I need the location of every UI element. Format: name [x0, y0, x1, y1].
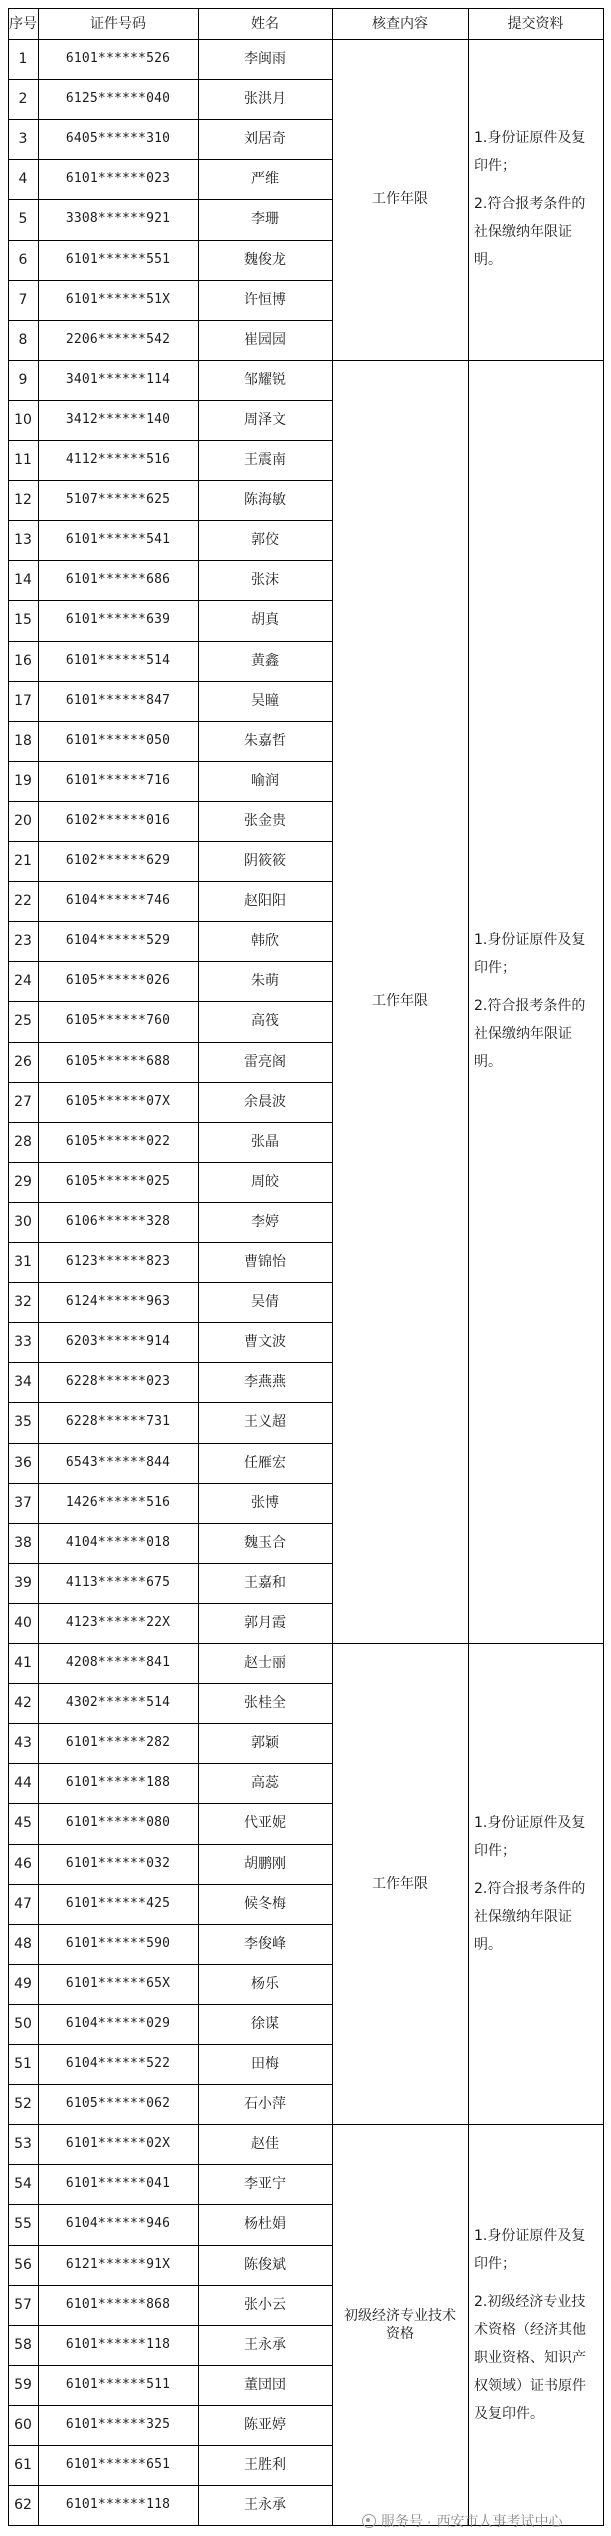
id-number-cell: 6101******118	[65, 2497, 171, 2513]
id-number-cell: 6101******551	[65, 251, 171, 267]
grid-line	[8, 2245, 332, 2246]
id-number-cell: 6101******590	[65, 1935, 171, 1951]
name-cell: 张晶	[251, 1133, 279, 1150]
name-cell: 许恒博	[244, 291, 286, 308]
col-check-item-header: 核查内容	[372, 15, 428, 32]
id-number-cell: 6101******032	[65, 1855, 171, 1871]
seq-cell: 2	[18, 91, 28, 108]
name-cell: 赵阳阳	[244, 893, 286, 910]
grid-line	[8, 961, 332, 962]
grid-line	[38, 8, 39, 2526]
name-cell: 朱嘉哲	[244, 732, 286, 749]
grid-line	[8, 1763, 332, 1764]
material-item: 2.初级经济专业技术资格（经济其他职业资格、知识产权领域）证书原件及复印件。	[474, 2293, 586, 2422]
name-cell: 王永承	[244, 2497, 286, 2514]
name-cell: 王永承	[244, 2336, 286, 2353]
grid-line	[8, 841, 332, 842]
seq-cell: 40	[14, 1614, 32, 1631]
seq-cell: 54	[14, 2176, 32, 2193]
name-cell: 杨乐	[251, 1975, 279, 1992]
name-cell: 余晨波	[244, 1093, 286, 1110]
name-cell: 代亚妮	[244, 1815, 286, 1832]
name-cell: 魏俊龙	[244, 251, 286, 268]
seq-cell: 7	[18, 291, 28, 308]
id-number-cell: 6105******022	[65, 1133, 171, 1149]
seq-cell: 20	[14, 812, 32, 829]
id-number-cell: 3412******140	[65, 411, 171, 427]
seq-cell: 57	[14, 2296, 32, 2313]
name-cell: 李亚宁	[244, 2176, 286, 2193]
id-number-cell: 6105******688	[65, 1053, 171, 1069]
name-cell: 徐谋	[251, 2015, 279, 2032]
grid-line	[8, 1082, 332, 1083]
check-item-cell: 工作年限	[372, 191, 428, 208]
grid-line	[8, 1723, 332, 1724]
check-item-cell: 工作年限	[372, 1875, 428, 1892]
id-number-cell: 6105******07X	[65, 1093, 171, 1109]
id-number-cell: 2206******542	[65, 331, 171, 347]
name-cell: 李俊峰	[244, 1935, 286, 1952]
grid-line	[8, 480, 332, 481]
seq-cell: 12	[14, 492, 32, 509]
material-item: 1.身份证原件及复印件；	[474, 932, 586, 977]
col-seq-header: 序号	[9, 15, 37, 32]
name-cell: 邹耀锐	[244, 371, 286, 388]
materials-cell	[468, 39, 603, 360]
name-cell: 李燕燕	[244, 1374, 286, 1391]
name-cell: 陈俊斌	[244, 2256, 286, 2273]
name-cell: 吴倩	[251, 1294, 279, 1311]
seq-cell: 26	[14, 1053, 32, 1070]
seq-cell: 50	[14, 2015, 32, 2032]
seq-cell: 35	[14, 1414, 32, 1431]
seq-cell: 39	[14, 1574, 32, 1591]
seq-cell: 6	[18, 251, 28, 268]
id-number-cell: 6101******050	[65, 732, 171, 748]
grid-line	[8, 1001, 332, 1002]
id-number-cell: 6105******026	[65, 973, 171, 989]
name-cell: 王胜利	[244, 2457, 286, 2474]
id-number-cell: 4113******675	[65, 1574, 171, 1590]
seq-cell: 27	[14, 1093, 32, 1110]
name-cell: 崔园园	[244, 331, 286, 348]
grid-line	[8, 1202, 332, 1203]
grid-line	[8, 921, 332, 922]
grid-line	[8, 2164, 332, 2165]
check-item-cell: 初级经济专业技术资格	[344, 2307, 456, 2342]
id-number-cell: 6104******746	[65, 893, 171, 909]
seq-cell: 55	[14, 2216, 32, 2233]
name-cell: 杨杜娟	[244, 2216, 286, 2233]
seq-cell: 4	[18, 171, 28, 188]
materials-cell	[468, 2124, 603, 2525]
name-cell: 赵佳	[251, 2136, 279, 2153]
name-cell: 陈海敏	[244, 492, 286, 509]
id-number-cell: 4208******841	[65, 1655, 171, 1671]
grid-line	[8, 199, 332, 200]
name-cell: 张洪月	[244, 91, 286, 108]
name-cell: 李珊	[251, 211, 279, 228]
id-number-cell: 6105******062	[65, 2096, 171, 2112]
id-number-cell: 6101******188	[65, 1775, 171, 1791]
grid-line	[8, 1402, 332, 1403]
grid-line	[8, 8, 603, 9]
id-number-cell: 6121******91X	[65, 2256, 171, 2272]
material-item: 1.身份证原件及复印件；	[474, 2227, 586, 2272]
grid-line	[8, 1924, 332, 1925]
name-cell: 周泽文	[244, 411, 286, 428]
seq-cell: 56	[14, 2256, 32, 2273]
seq-cell: 8	[18, 331, 28, 348]
name-cell: 周皎	[251, 1173, 279, 1190]
name-cell: 刘居奇	[244, 131, 286, 148]
grid-line	[468, 8, 469, 2526]
seq-cell: 51	[14, 2056, 32, 2073]
grid-line	[8, 240, 332, 241]
name-cell: 胡鹏刚	[244, 1855, 286, 1872]
seq-cell: 32	[14, 1294, 32, 1311]
id-number-cell: 6101******282	[65, 1735, 171, 1751]
name-cell: 王嘉和	[244, 1574, 286, 1591]
name-cell: 曹锦怡	[244, 1254, 286, 1271]
name-cell: 赵士丽	[244, 1655, 286, 1672]
seq-cell: 29	[14, 1173, 32, 1190]
seq-cell: 36	[14, 1454, 32, 1471]
id-number-cell: 6104******529	[65, 933, 171, 949]
watermark-prefix: 服务号 ·	[381, 2513, 432, 2529]
name-cell: 陈亚婷	[244, 2416, 286, 2433]
seq-cell: 43	[14, 1735, 32, 1752]
id-number-cell: 5107******625	[65, 492, 171, 508]
id-number-cell: 6124******963	[65, 1294, 171, 1310]
grid-line	[8, 1443, 332, 1444]
id-number-cell: 6104******522	[65, 2056, 171, 2072]
seq-cell: 44	[14, 1775, 32, 1792]
seq-cell: 18	[14, 732, 32, 749]
name-cell: 任雁宏	[244, 1454, 286, 1471]
id-number-cell: 6105******025	[65, 1173, 171, 1189]
name-cell: 王义超	[244, 1414, 286, 1431]
seq-cell: 42	[14, 1695, 32, 1712]
grid-line	[603, 8, 604, 2526]
grid-line	[8, 2365, 332, 2366]
seq-cell: 23	[14, 933, 32, 950]
seq-cell: 45	[14, 1815, 32, 1832]
name-cell: 黄鑫	[251, 652, 279, 669]
seq-cell: 47	[14, 1895, 32, 1912]
grid-line	[8, 1322, 332, 1323]
seq-cell: 13	[14, 532, 32, 549]
name-cell: 高筏	[251, 1013, 279, 1030]
seq-cell: 49	[14, 1975, 32, 1992]
id-number-cell: 6405******310	[65, 131, 171, 147]
grid-line	[8, 2004, 332, 2005]
id-number-cell: 6101******716	[65, 772, 171, 788]
id-number-cell: 6101******425	[65, 1895, 171, 1911]
watermark	[362, 2511, 563, 2531]
id-number-cell: 6101******847	[65, 692, 171, 708]
seq-cell: 60	[14, 2416, 32, 2433]
seq-cell: 10	[14, 411, 32, 428]
seq-cell: 19	[14, 772, 32, 789]
seq-cell: 9	[18, 371, 28, 388]
grid-line	[8, 801, 332, 802]
name-cell: 田梅	[251, 2056, 279, 2073]
grid-line	[8, 1643, 603, 1644]
grid-line	[8, 560, 332, 561]
grid-line	[8, 79, 332, 80]
id-number-cell: 3401******114	[65, 371, 171, 387]
material-item: 2.符合报考条件的社保缴纳年限证明。	[474, 196, 586, 269]
id-number-cell: 6102******016	[65, 812, 171, 828]
grid-line	[8, 1563, 332, 1564]
id-number-cell: 4302******514	[65, 1695, 171, 1711]
name-cell: 高蕊	[251, 1775, 279, 1792]
material-item: 2.符合报考条件的社保缴纳年限证明。	[474, 998, 586, 1071]
grid-line	[8, 2485, 332, 2486]
name-cell: 张小云	[244, 2296, 286, 2313]
grid-line	[8, 1242, 332, 1243]
grid-line	[8, 8, 9, 2526]
seq-cell: 21	[14, 853, 32, 870]
grid-line	[8, 641, 332, 642]
seq-cell: 24	[14, 973, 32, 990]
id-number-cell: 4104******018	[65, 1534, 171, 1550]
id-number-cell: 6101******526	[65, 51, 171, 67]
id-number-cell: 4123******22X	[65, 1614, 171, 1630]
name-cell: 阴筱筱	[244, 853, 286, 870]
grid-line	[8, 1162, 332, 1163]
watermark-account: 西安市人事考试中心	[436, 2513, 563, 2529]
seq-cell: 59	[14, 2376, 32, 2393]
id-number-cell: 6228******731	[65, 1414, 171, 1430]
name-cell: 石小萍	[244, 2096, 286, 2113]
material-item: 1.身份证原件及复印件；	[474, 130, 586, 175]
id-number-cell: 6101******02X	[65, 2136, 171, 2152]
id-number-cell: 6125******040	[65, 91, 171, 107]
name-cell: 张沫	[251, 572, 279, 589]
seq-cell: 22	[14, 893, 32, 910]
grid-line	[8, 1884, 332, 1885]
seq-cell: 53	[14, 2136, 32, 2153]
name-cell: 朱萌	[251, 973, 279, 990]
grid-line	[8, 119, 332, 120]
name-cell: 董団団	[244, 2376, 286, 2393]
seq-cell: 61	[14, 2457, 32, 2474]
seq-cell: 62	[14, 2497, 32, 2514]
grid-line	[8, 2405, 332, 2406]
id-number-cell: 6101******080	[65, 1815, 171, 1831]
name-cell: 王震南	[244, 452, 286, 469]
grid-line	[8, 1844, 332, 1845]
id-number-cell: 6102******629	[65, 853, 171, 869]
id-number-cell: 6101******023	[65, 171, 171, 187]
id-number-cell: 6543******844	[65, 1454, 171, 1470]
id-number-cell: 6106******328	[65, 1213, 171, 1229]
id-number-cell: 6105******760	[65, 1013, 171, 1029]
name-cell: 严维	[251, 171, 279, 188]
seq-cell: 25	[14, 1013, 32, 1030]
seq-cell: 14	[14, 572, 32, 589]
seq-cell: 3	[18, 131, 28, 148]
id-number-cell: 6203******914	[65, 1334, 171, 1350]
id-number-cell: 4112******516	[65, 452, 171, 468]
grid-line	[8, 1964, 332, 1965]
id-number-cell: 6101******51X	[65, 291, 171, 307]
grid-line	[8, 761, 332, 762]
seq-cell: 33	[14, 1334, 32, 1351]
grid-line	[8, 2124, 603, 2125]
grid-line	[8, 1803, 332, 1804]
grid-line	[8, 360, 603, 361]
id-number-cell: 6101******868	[65, 2296, 171, 2312]
grid-line	[8, 1362, 332, 1363]
grid-line	[8, 520, 332, 521]
id-number-cell: 6104******029	[65, 2015, 171, 2031]
seq-cell: 28	[14, 1133, 32, 1150]
material-item: 1.身份证原件及复印件；	[474, 1814, 586, 1859]
grid-line	[8, 2325, 332, 2326]
grid-line	[8, 320, 332, 321]
seq-cell: 17	[14, 692, 32, 709]
id-number-cell: 6123******823	[65, 1254, 171, 1270]
seq-cell: 34	[14, 1374, 32, 1391]
id-number-cell: 6101******541	[65, 532, 171, 548]
seq-cell: 46	[14, 1855, 32, 1872]
name-cell: 候冬梅	[244, 1895, 286, 1912]
seq-cell: 1	[18, 51, 28, 68]
id-number-cell: 6101******325	[65, 2416, 171, 2432]
seq-cell: 38	[14, 1534, 32, 1551]
id-number-cell: 6104******946	[65, 2216, 171, 2232]
id-number-cell: 6101******65X	[65, 1975, 171, 1991]
materials-cell	[468, 360, 603, 1643]
name-cell: 李闽雨	[244, 51, 286, 68]
grid-line	[8, 2204, 332, 2205]
grid-line	[8, 400, 332, 401]
seq-cell: 15	[14, 612, 32, 629]
grid-line	[8, 1042, 332, 1043]
grid-line	[8, 2285, 332, 2286]
grid-line	[8, 1603, 332, 1604]
grid-line	[8, 280, 332, 281]
grid-line	[8, 1523, 332, 1524]
id-number-cell: 6101******651	[65, 2457, 171, 2473]
name-cell: 魏玉合	[244, 1534, 286, 1551]
id-number-cell: 6101******511	[65, 2376, 171, 2392]
seq-cell: 16	[14, 652, 32, 669]
name-cell: 吴瞳	[251, 692, 279, 709]
seq-cell: 11	[14, 452, 32, 469]
name-cell: 郭颖	[251, 1735, 279, 1752]
id-number-cell: 6101******118	[65, 2336, 171, 2352]
id-number-cell: 6101******041	[65, 2176, 171, 2192]
seq-cell: 37	[14, 1494, 32, 1511]
grid-line	[8, 721, 332, 722]
grid-line	[8, 1683, 332, 1684]
seq-cell: 5	[18, 211, 28, 228]
seq-cell: 58	[14, 2336, 32, 2353]
grid-line	[8, 440, 332, 441]
col-name-header: 姓名	[251, 15, 279, 32]
col-materials-header: 提交资料	[507, 15, 564, 32]
name-cell: 郭月霞	[244, 1614, 286, 1631]
grid-line	[8, 39, 603, 40]
wechat-service-icon	[362, 2514, 376, 2528]
grid-line	[8, 2445, 332, 2446]
id-number-cell: 6101******639	[65, 612, 171, 628]
id-number-cell: 6228******023	[65, 1374, 171, 1390]
id-number-cell: 1426******516	[65, 1494, 171, 1510]
name-cell: 张桂全	[244, 1695, 286, 1712]
check-item-cell: 工作年限	[372, 993, 428, 1010]
grid-line	[8, 1483, 332, 1484]
grid-line	[8, 881, 332, 882]
grid-line	[332, 8, 333, 2526]
seq-cell: 52	[14, 2096, 32, 2113]
grid-line	[198, 8, 199, 2526]
name-cell: 张金贵	[244, 812, 286, 829]
grid-line	[8, 1282, 332, 1283]
id-number-cell: 6101******686	[65, 572, 171, 588]
seq-cell: 41	[14, 1655, 32, 1672]
grid-line	[8, 681, 332, 682]
name-cell: 喻润	[251, 772, 279, 789]
seq-cell: 48	[14, 1935, 32, 1952]
name-cell: 韩欣	[251, 933, 279, 950]
name-cell: 郭佼	[251, 532, 279, 549]
id-number-cell: 6101******514	[65, 652, 171, 668]
col-id-number-header: 证件号码	[90, 15, 146, 32]
seq-cell: 30	[14, 1213, 32, 1230]
materials-cell	[468, 1643, 603, 2124]
grid-line	[8, 2044, 332, 2045]
name-cell: 张博	[251, 1494, 279, 1511]
seq-cell: 31	[14, 1254, 32, 1271]
grid-line	[8, 2084, 332, 2085]
name-cell: 胡真	[251, 612, 279, 629]
name-cell: 雷亮阁	[244, 1053, 286, 1070]
grid-line	[8, 600, 332, 601]
id-number-cell: 3308******921	[65, 211, 171, 227]
grid-line	[8, 159, 332, 160]
name-cell: 李婷	[251, 1213, 279, 1230]
material-item: 2.符合报考条件的社保缴纳年限证明。	[474, 1880, 586, 1953]
name-cell: 曹文波	[244, 1334, 286, 1351]
grid-line	[8, 1122, 332, 1123]
